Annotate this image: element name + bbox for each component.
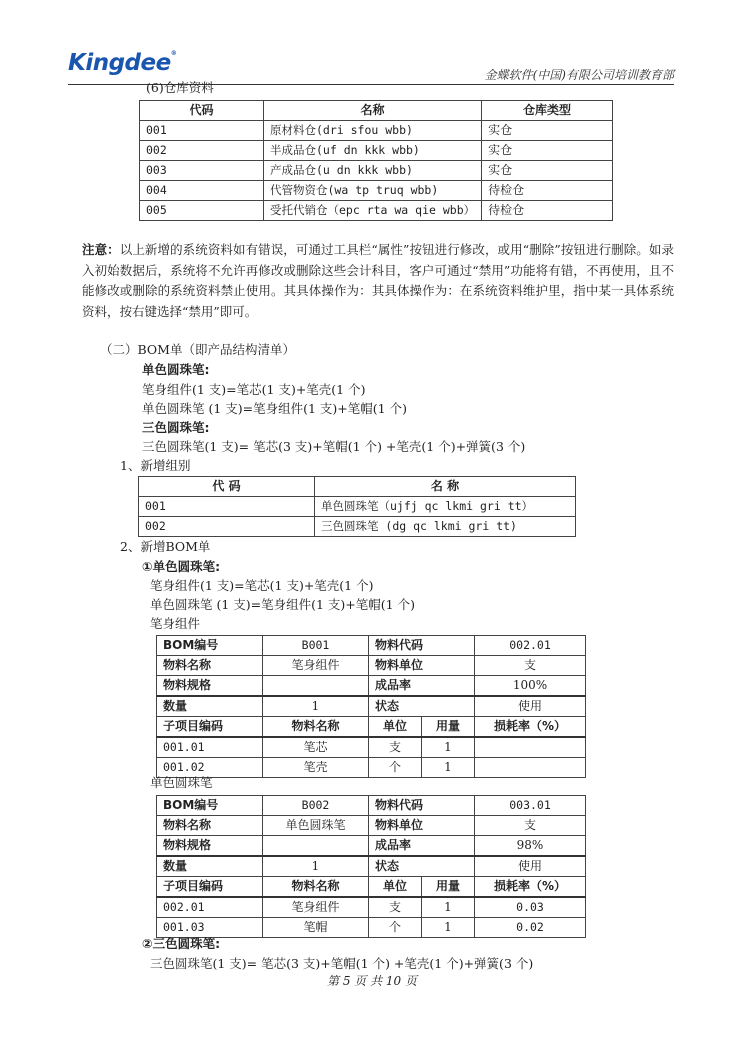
- col-header: 子项目编码: [157, 877, 263, 898]
- value-cell: 笔身组件: [263, 656, 369, 676]
- child-loss: 0.03: [475, 897, 586, 918]
- new-bom-sub1-heading: ①单色圆珠笔:: [142, 559, 221, 574]
- warehouse-title: (6)仓库资料: [146, 80, 214, 95]
- value-cell: [263, 676, 369, 697]
- col-header: 名称: [264, 101, 482, 121]
- single-pen-formula-1: 笔身组件(1 支)=笔芯(1 支)+笔壳(1 个): [142, 382, 366, 397]
- child-loss: [475, 758, 586, 778]
- child-code: 002.01: [157, 897, 263, 918]
- child-unit: 支: [369, 737, 422, 758]
- label-cell: 物料代码: [369, 796, 475, 816]
- label-cell: 物料名称: [157, 656, 263, 676]
- col-header: 子项目编码: [157, 717, 263, 738]
- label-cell: 数量: [157, 856, 263, 877]
- value-cell: B002: [263, 796, 369, 816]
- single-pen-formula-2: 单色圆珠笔 (1 支)=笔身组件(1 支)+笔帽(1 个): [142, 401, 407, 416]
- table-row: [157, 918, 586, 938]
- col-header: 代码: [140, 101, 264, 121]
- table-row: [157, 796, 586, 816]
- table-row: [140, 121, 613, 141]
- label-cell: 成品率: [369, 836, 475, 857]
- group-title: 1、新增组别: [120, 458, 191, 473]
- group-table: [138, 476, 576, 537]
- triple-pen-heading: 三色圆珠笔:: [142, 420, 210, 435]
- table-row: [140, 141, 613, 161]
- col-header: 损耗率（%）: [475, 877, 586, 898]
- child-name: 笔壳: [263, 758, 369, 778]
- label-cell: BOM编号: [157, 636, 263, 656]
- label-cell: 状态: [369, 696, 475, 717]
- col-header: 代 码: [139, 477, 315, 497]
- label-cell: 物料单位: [369, 656, 475, 676]
- child-unit: 个: [369, 758, 422, 778]
- value-cell: 支: [475, 656, 586, 676]
- table-row: [157, 897, 586, 918]
- single-pen-heading: 单色圆珠笔:: [142, 362, 210, 377]
- child-name: 笔帽: [263, 918, 369, 938]
- triple-pen-formula: 三色圆珠笔(1 支)= 笔芯(3 支)+笔帽(1 个) +笔壳(1 个)+弹簧(3 个): [142, 439, 526, 454]
- child-header-row: [157, 717, 586, 738]
- table-row: [157, 656, 586, 676]
- child-qty: 1: [422, 918, 475, 938]
- child-code: 001.03: [157, 918, 263, 938]
- bom-table-b001: [156, 635, 586, 778]
- table-header-row: [139, 477, 576, 497]
- cell-name: 代管物资仓(wa tp truq wbb): [264, 181, 482, 201]
- cell-name: 半成品仓(uf dn kkk wbb): [264, 141, 482, 161]
- label-cell: 物料单位: [369, 816, 475, 836]
- col-header: 用量: [422, 717, 475, 738]
- value-cell: 支: [475, 816, 586, 836]
- table-row: [139, 497, 576, 517]
- label-cell: 数量: [157, 696, 263, 717]
- cell-code: 001: [139, 497, 315, 517]
- value-cell: 98%: [475, 836, 586, 857]
- cell-type: 待检仓: [482, 201, 613, 221]
- cell-type: 待检仓: [482, 181, 613, 201]
- table-row: [157, 696, 586, 717]
- table-row: [157, 676, 586, 697]
- value-cell: 使用: [475, 856, 586, 877]
- cell-name: 产成品仓(u dn kkk wbb): [264, 161, 482, 181]
- child-header-row: [157, 877, 586, 898]
- note-text: 以上新增的系统资料如有错误，可通过工具栏“属性”按钮进行修改，或用“删除”按钮进行删除。如录入初始数据后，系统将不允许再修改或删除这些会计科目，客户可通过“禁用”功能将有错，不再使用，且不能修改或删除的系统资料禁止使用。其具体操作为：其具体操作为：在系统资料维护里，指中某一具体系统资料，按右键选择“禁用”即可。: [82, 242, 674, 319]
- col-header: 物料名称: [263, 877, 369, 898]
- col-header: 单位: [369, 717, 422, 738]
- bom2-caption: 单色圆珠笔: [150, 775, 213, 790]
- table-row: [157, 758, 586, 778]
- label-cell: BOM编号: [157, 796, 263, 816]
- note-label: 注意：: [82, 242, 120, 257]
- value-cell: 单色圆珠笔: [263, 816, 369, 836]
- col-header: 仓库类型: [482, 101, 613, 121]
- cell-name: 三色圆珠笔 (dg qc lkmi gri tt): [315, 517, 576, 537]
- label-cell: 状态: [369, 856, 475, 877]
- child-unit: 支: [369, 897, 422, 918]
- child-name: 笔芯: [263, 737, 369, 758]
- cell-code: 002: [140, 141, 264, 161]
- child-loss: 0.02: [475, 918, 586, 938]
- new-bom-sub2-formula: 三色圆珠笔(1 支)= 笔芯(3 支)+笔帽(1 个) +笔壳(1 个)+弹簧(3 个): [150, 956, 534, 971]
- bom1-caption: 笔身组件: [150, 616, 201, 631]
- table-row: [157, 816, 586, 836]
- table-row: [157, 636, 586, 656]
- value-cell: 002.01: [475, 636, 586, 656]
- child-code: 001.01: [157, 737, 263, 758]
- table-row: [157, 856, 586, 877]
- new-bom-title: 2、新增BOM单: [120, 539, 211, 554]
- label-cell: 物料规格: [157, 676, 263, 697]
- cell-code: 005: [140, 201, 264, 221]
- cell-name: 原材料仓(dri sfou wbb): [264, 121, 482, 141]
- value-cell: B001: [263, 636, 369, 656]
- page-number: 第 5 页 共 10 页: [327, 974, 417, 988]
- note-paragraph: [82, 240, 674, 322]
- label-cell: 物料规格: [157, 836, 263, 857]
- kingdee-logo: Kingdee®: [68, 50, 177, 76]
- value-cell: [263, 836, 369, 857]
- company-name: 金蝶软件(中国)有限公司培训教育部: [484, 68, 674, 82]
- child-unit: 个: [369, 918, 422, 938]
- label-cell: 物料代码: [369, 636, 475, 656]
- table-header-row: [140, 101, 613, 121]
- cell-code: 001: [140, 121, 264, 141]
- value-cell: 使用: [475, 696, 586, 717]
- child-loss: [475, 737, 586, 758]
- table-row: [139, 517, 576, 537]
- new-bom-sub2-heading: ②三色圆珠笔:: [142, 936, 221, 951]
- warehouse-table: [139, 100, 613, 221]
- label-cell: 成品率: [369, 676, 475, 697]
- value-cell: 100%: [475, 676, 586, 697]
- child-qty: 1: [422, 737, 475, 758]
- child-code: 001.02: [157, 758, 263, 778]
- child-name: 笔身组件: [263, 897, 369, 918]
- table-row: [140, 161, 613, 181]
- cell-name: 受托代销仓（epc rta wa qie wbb）: [264, 201, 482, 221]
- col-header: 用量: [422, 877, 475, 898]
- cell-type: 实仓: [482, 121, 613, 141]
- child-qty: 1: [422, 897, 475, 918]
- cell-type: 实仓: [482, 161, 613, 181]
- cell-type: 实仓: [482, 141, 613, 161]
- table-row: [140, 201, 613, 221]
- value-cell: 003.01: [475, 796, 586, 816]
- table-row: [140, 181, 613, 201]
- col-header: 损耗率（%）: [475, 717, 586, 738]
- col-header: 名 称: [315, 477, 576, 497]
- col-header: 物料名称: [263, 717, 369, 738]
- child-qty: 1: [422, 758, 475, 778]
- table-row: [157, 737, 586, 758]
- bom-section-title: （二）BOM单（即产品结构清单）: [100, 342, 295, 357]
- cell-code: 003: [140, 161, 264, 181]
- bom-table-b002: [156, 795, 586, 938]
- value-cell: 1: [263, 856, 369, 877]
- table-row: [157, 836, 586, 857]
- new-bom-sub1-formula-1: 笔身组件(1 支)=笔芯(1 支)+笔壳(1 个): [150, 578, 374, 593]
- label-cell: 物料名称: [157, 816, 263, 836]
- new-bom-sub1-formula-2: 单色圆珠笔 (1 支)=笔身组件(1 支)+笔帽(1 个): [150, 597, 415, 612]
- cell-name: 单色圆珠笔（ujfj qc lkmi gri tt）: [315, 497, 576, 517]
- col-header: 单位: [369, 877, 422, 898]
- cell-code: 002: [139, 517, 315, 537]
- value-cell: 1: [263, 696, 369, 717]
- cell-code: 004: [140, 181, 264, 201]
